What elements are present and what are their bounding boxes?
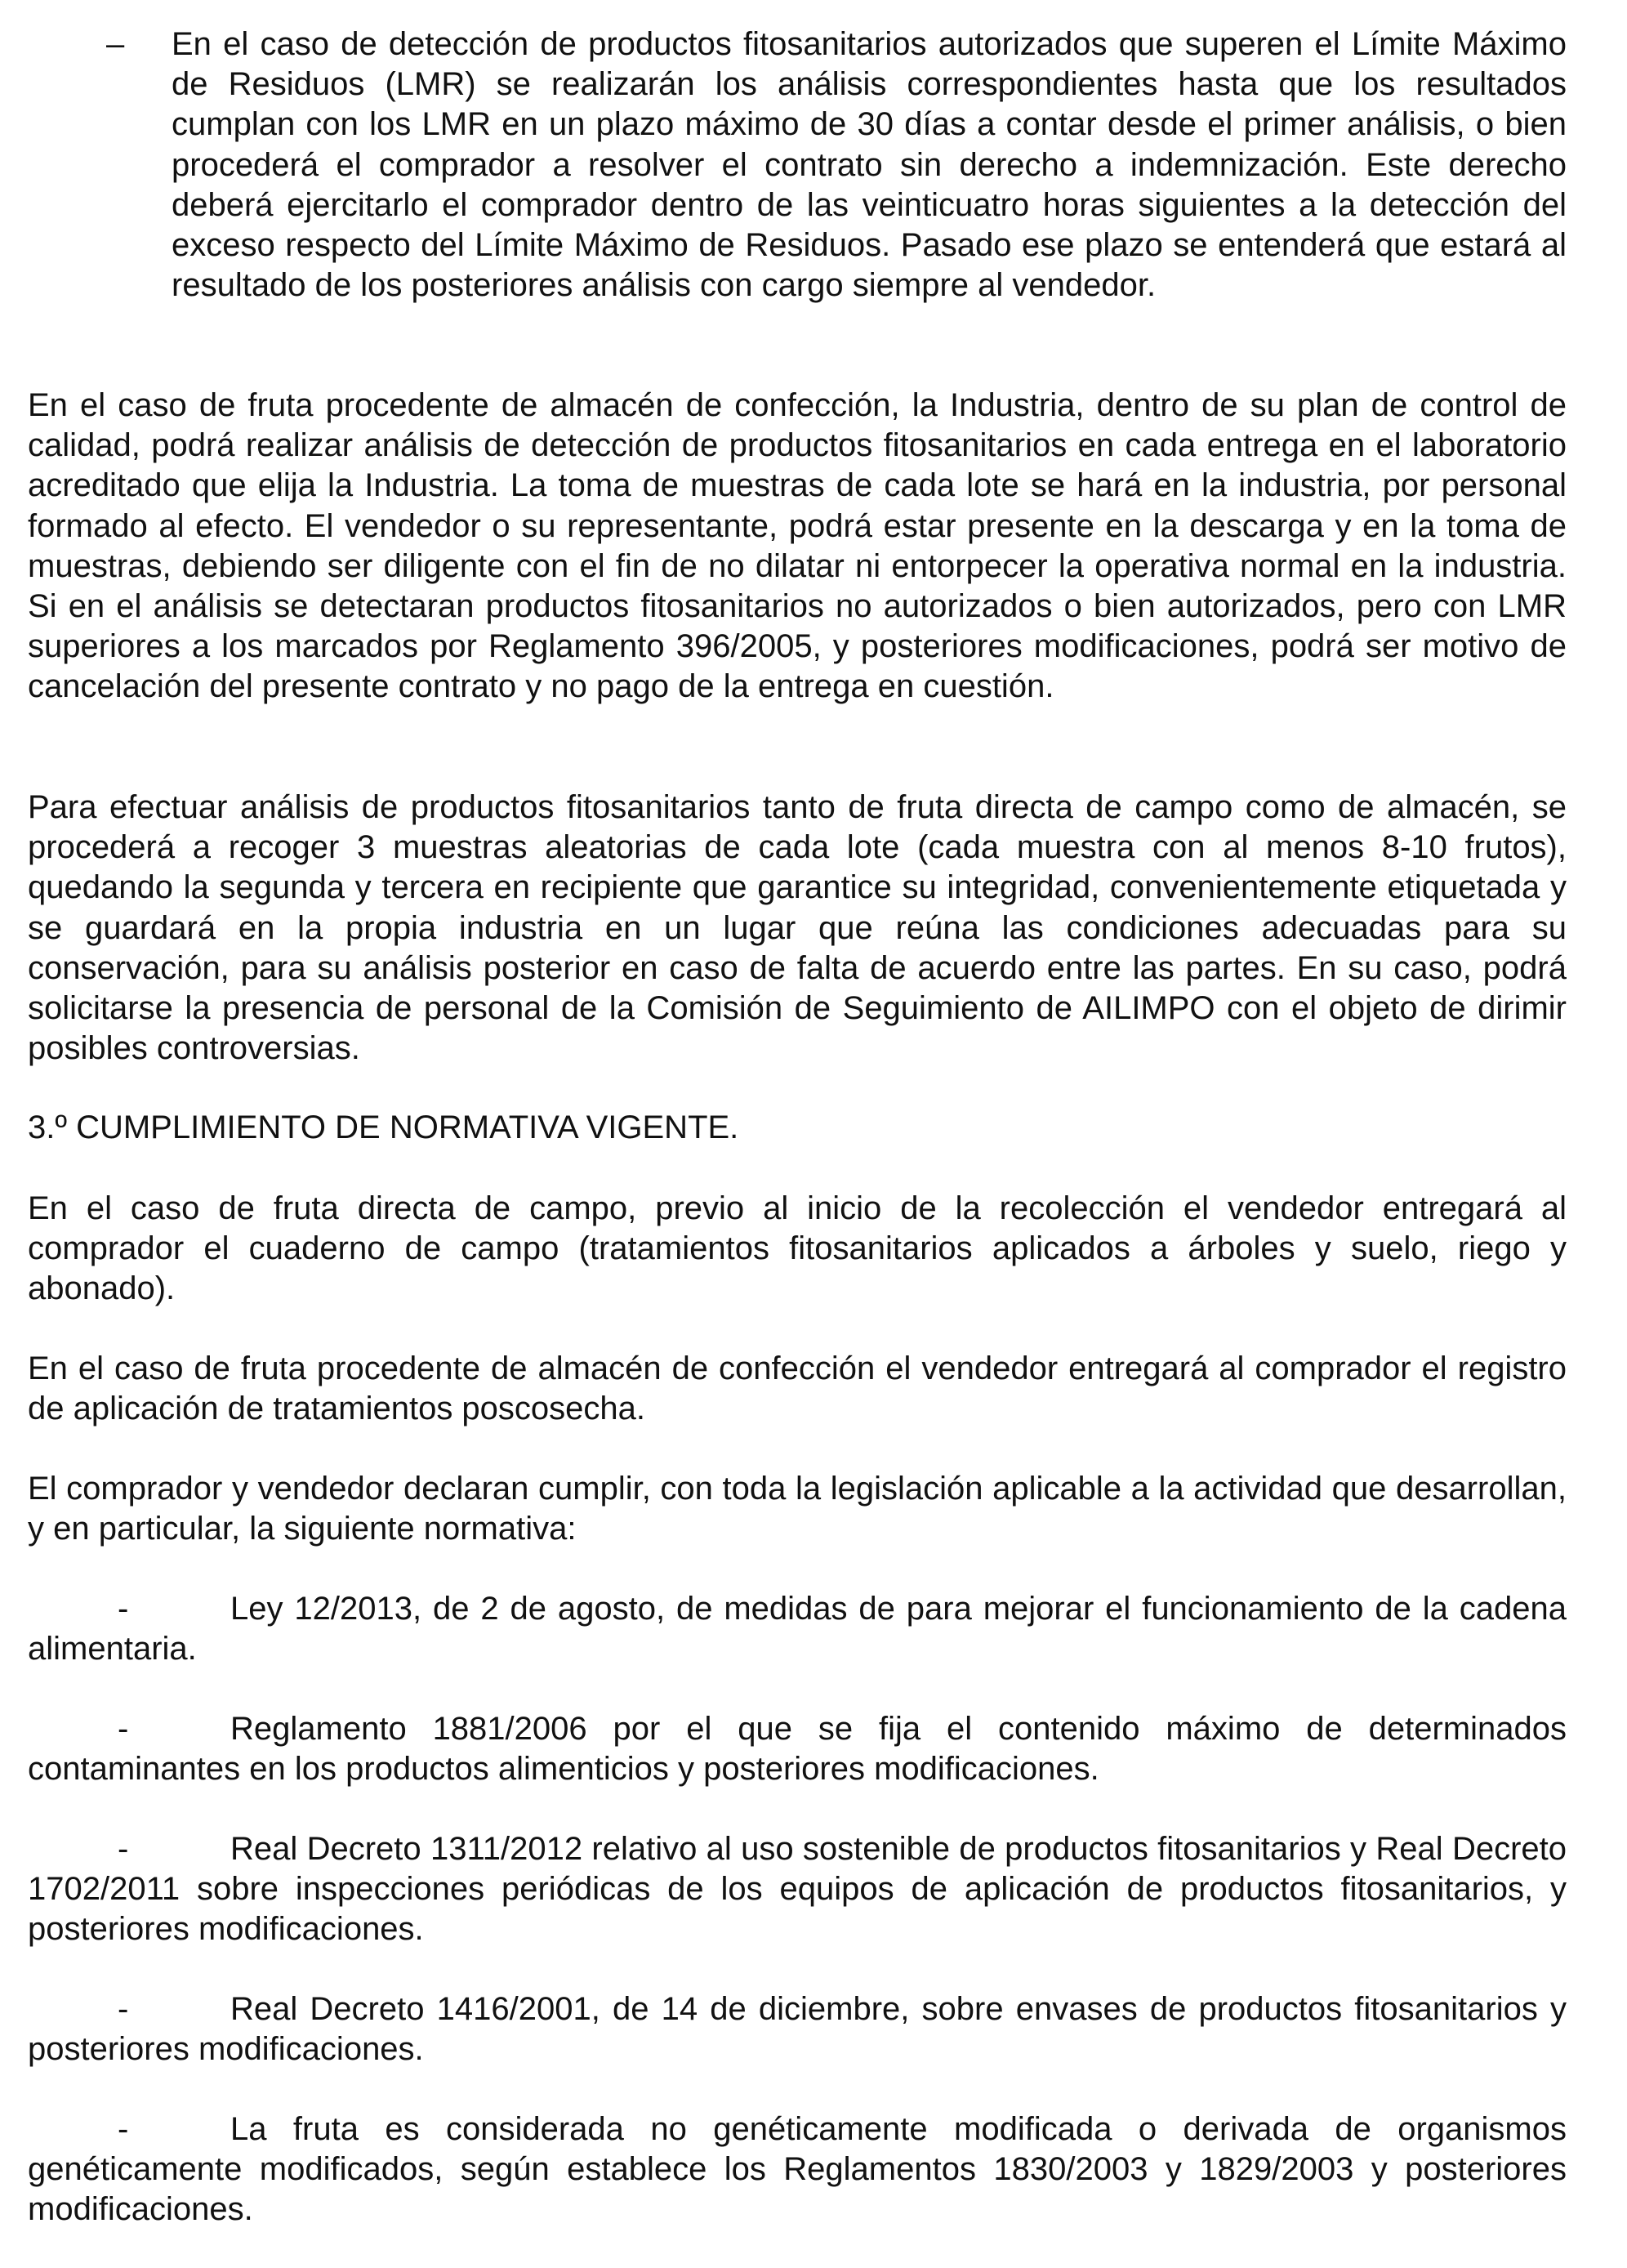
paragraph-muestras: Para efectuar análisis de productos fitosanitarios tanto de fruta directa de campo como de almacén, se procederá a recoger 3 muestras aleatorias de cada lote (cada muestra con al menos 8-10 frutos), quedando la segunda y tercera en recipiente que garantice su integridad, convenientemente etiquetada y se guardará en la propia industria en un lugar que reúna las condiciones adecuadas para su conservación, para su análisis posterior en caso de falta de acuerdo entre las partes. En su caso, podrá solicitarse la presencia de personal de la Comisión de Seguimiento de AILIMPO con el objeto de dirimir posibles controversias.: [28, 789, 1567, 1067]
law-item-reglamento-1881-2006: [28, 1709, 1567, 1789]
law-text: Real Decreto 1311/2012 relativo al uso sostenible de productos fitosanitarios y Real Decreto 1702/2011 sobre inspecciones periódicas de los equipos de aplicación de productos fitosanitarios, y posteriores modificaciones.: [28, 1831, 1567, 1948]
law-item-fruta-no-gm: [28, 2110, 1567, 2230]
paragraph-almacen-control: En el caso de fruta procedente de almacén de confección, la Industria, dentro de su plan de control de calidad, podrá realizar análisis de detección de productos fitosanitarios en cada entrega en el laboratorio acreditado que elija la Industria. La toma de muestras de cada lote se hará en la industria, por personal formado al efecto. El vendedor o su representante, podrá estar presente en la descarga y en la toma de muestras, debiendo ser diligente con el fin de no dilatar ni entorpecer la operativa normal en la industria. Si en el análisis se detectaran productos fitosanitarios no autorizados o bien autorizados, pero con LMR superiores a los marcados por Reglamento 396/2005, y posteriores modificaciones, podrá ser motivo de cancelación del presente contrato y no pago de la entrega en cuestión.: [28, 387, 1567, 705]
dash-bullet: –: [106, 26, 125, 62]
law-bullet: -: [118, 1831, 129, 1867]
section-heading-normativa: 3.º CUMPLIMIENTO DE NORMATIVA VIGENTE.: [28, 1109, 739, 1145]
law-item-real-decreto-1311-2012: [28, 1829, 1567, 1950]
law-text: La fruta es considerada no genéticamente modificada o derivada de organismos genéticamente modificados, según establece los Reglamentos 1830/2003 y 1829/2003 y posteriores modificaciones.: [28, 2111, 1567, 2228]
law-item-real-decreto-1416-2001: [28, 1989, 1567, 2069]
law-bullet: -: [118, 1591, 129, 1627]
dash-item-text: En el caso de detección de productos fitosanitarios autorizados que superen el Límite Máximo de Residuos (LMR) se realizarán los análisis correspondientes hasta que los resultados cumplan con los LMR en un plazo máximo de 30 días a contar desde el primer análisis, o bien procederá el comprador a resolver el contrato sin derecho a indemnización. Este derecho deberá ejercitarlo el comprador dentro de las veinticuatro horas siguientes a la detección del exceso respecto del Límite Máximo de Residuos. Pasado ese plazo se entenderá que estará al resultado de los posteriores análisis con cargo siempre al vendedor.: [172, 26, 1567, 304]
law-text: Real Decreto 1416/2001, de 14 de diciembre, sobre envases de productos fitosanitarios y posteriores modificaciones.: [28, 1991, 1567, 2068]
dash-list-item-lmr: [106, 25, 1567, 306]
law-text: Ley 12/2013, de 2 de agosto, de medidas de para mejorar el funcionamiento de la cadena alimentaria.: [28, 1591, 1567, 1668]
law-bullet: -: [118, 2111, 129, 2147]
paragraph-declaran: El comprador y vendedor declaran cumplir, con toda la legislación aplicable a la actividad que desarrollan, y en particular, la siguiente normativa:: [28, 1471, 1567, 1547]
paragraph-poscosecha: En el caso de fruta procedente de almacén de confección el vendedor entregará al comprador el registro de aplicación de tratamientos poscosecha.: [28, 1351, 1567, 1427]
paragraph-cuaderno-campo: En el caso de fruta directa de campo, previo al inicio de la recolección el vendedor entregará al comprador el cuaderno de campo (tratamientos fitosanitarios aplicados a árboles y suelo, riego y abonado).: [28, 1190, 1567, 1307]
law-bullet: -: [118, 1711, 129, 1747]
law-bullet: -: [118, 1991, 129, 2027]
law-item-ley-12-2013: [28, 1589, 1567, 1669]
law-text: Reglamento 1881/2006 por el que se fija el contenido máximo de determinados contaminantes en los productos alimenticios y posteriores modificaciones.: [28, 1711, 1567, 1788]
